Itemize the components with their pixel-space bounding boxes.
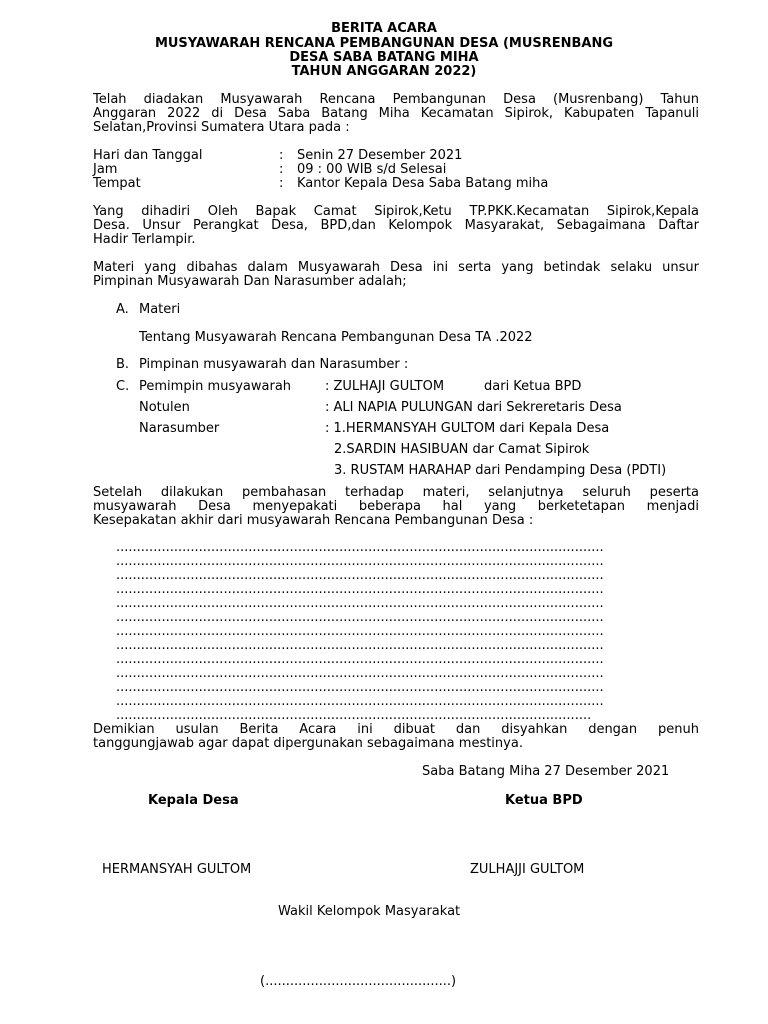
dotted-line: ...................................................................................................................... [116,624,604,639]
schedule-label: Hari dan Tanggal [93,148,203,163]
schedule-value: 09 : 00 WIB s/d Selesai [297,162,447,177]
doc-title-line3: DESA SABA BATANG MIHA [289,50,479,65]
schedule-value: Kantor Kepala Desa Saba Batang miha [297,176,549,191]
dotted-line: ...................................................................................................................... [116,610,604,625]
closing-line: Demikian usulan Berita Acara ini dibuat dan disyahkan dengan penuh [93,722,699,737]
doc-title: BERITA ACARA [331,21,437,36]
schedule-sep: : [279,176,284,191]
signature-title-right: Ketua BPD [505,793,583,808]
section-c-marker: C. [116,379,130,394]
dotted-line: ................................................................................................................... [116,708,592,723]
doc-title-line4: TAHUN ANGGARAN 2022) [291,64,477,79]
schedule-value: Senin 27 Desember 2021 [297,148,463,163]
notulen-label: Notulen [139,400,190,415]
pemimpin-role: dari Ketua BPD [484,379,582,394]
notulen-value: : ALI NAPIA PULUNGAN dari Sekreretaris Desa [325,400,622,415]
dotted-line: ...................................................................................................................... [116,652,604,667]
schedule-label: Jam [93,162,118,177]
narasumber-item: : 1.HERMANSYAH GULTOM dari Kepala Desa [325,421,610,436]
narasumber-item: 3. RUSTAM HARAHAP dari Pendamping Desa (PDTI) [334,463,667,478]
intro-line: Selatan,Provinsi Sumatera Utara pada : [93,120,350,135]
section-a-text: Tentang Musyawarah Rencana Pembangunan Desa TA .2022 [139,330,533,345]
closing-line: tanggungjawab agar dapat dipergunakan sebagaimana mestinya. [93,736,523,751]
signature-title-bottom: Wakil Kelompok Masyarakat [278,904,461,919]
pemimpin-label: Pemimpin musyawarah [139,379,292,394]
doc-title-line2: MUSYAWARAH RENCANA PEMBANGUNAN DESA (MUSRENBANG [154,36,614,51]
dotted-line: ...................................................................................................................... [116,596,604,611]
attendance-line: Yang dihadiri Oleh Bapak Camat Sipirok,Ketu TP.PKK.Kecamatan Sipirok,Kepala [93,204,699,219]
dotted-line: ...................................................................................................................... [116,540,604,555]
dotted-line: ...................................................................................................................... [116,582,604,597]
schedule-label: Tempat [93,176,141,191]
narasumber-item: 2.SARDIN HASIBUAN dar Camat Sipirok [334,442,590,457]
place-date: Saba Batang Miha 27 Desember 2021 [422,764,670,779]
section-a-marker: A. [116,302,129,317]
section-a-title: Materi [139,302,181,317]
dotted-line: ...................................................................................................................... [116,694,604,709]
attendance-line: Hadir Terlampir. [93,232,196,247]
intro-line: Telah diadakan Musyawarah Rencana Pembangunan Desa (Musrenbang) Tahun [93,92,699,107]
schedule-sep: : [279,148,284,163]
agreement-line: Kesepakatan akhir dari musyawarah Rencana Pembangunan Desa : [93,513,534,528]
section-b-marker: B. [116,357,130,372]
narasumber-label: Narasumber [139,421,220,436]
dotted-line: ...................................................................................................................... [116,554,604,569]
pemimpin-value: : ZULHAJI GULTOM [325,379,445,394]
agreement-line: Setelah dilakukan pembahasan terhadap materi, selanjutnya seluruh peserta [93,485,699,500]
agreement-line: musyawarah Desa menyepakati beberapa hal yang berketetapan menjadi [93,499,699,514]
signature-name-right: ZULHAJJI GULTOM [470,862,585,877]
schedule-sep: : [279,162,284,177]
intro-line: Anggaran 2022 di Desa Saba Batang Miha Kecamatan Sipirok, Kabupaten Tapanuli [93,106,699,121]
dotted-line: ...................................................................................................................... [116,666,604,681]
signature-name-bottom: (.............................................) [260,974,457,989]
dotted-line: ...................................................................................................................... [116,638,604,653]
dotted-line: ...................................................................................................................... [116,680,604,695]
signature-title-left: Kepala Desa [148,793,239,808]
materi-intro-line: Pimpinan Musyawarah Dan Narasumber adalah; [93,274,407,289]
attendance-line: Desa. Unsur Perangkat Desa, BPD,dan Kelompok Masyarakat, Sebagaimana Daftar [93,218,699,233]
signature-name-left: HERMANSYAH GULTOM [102,862,252,877]
materi-intro-line: Materi yang dibahas dalam Musyawarah Desa ini serta yang betindak selaku unsur [93,260,699,275]
dotted-line: ...................................................................................................................... [116,568,604,583]
section-b-title: Pimpinan musyawarah dan Narasumber : [139,357,409,372]
